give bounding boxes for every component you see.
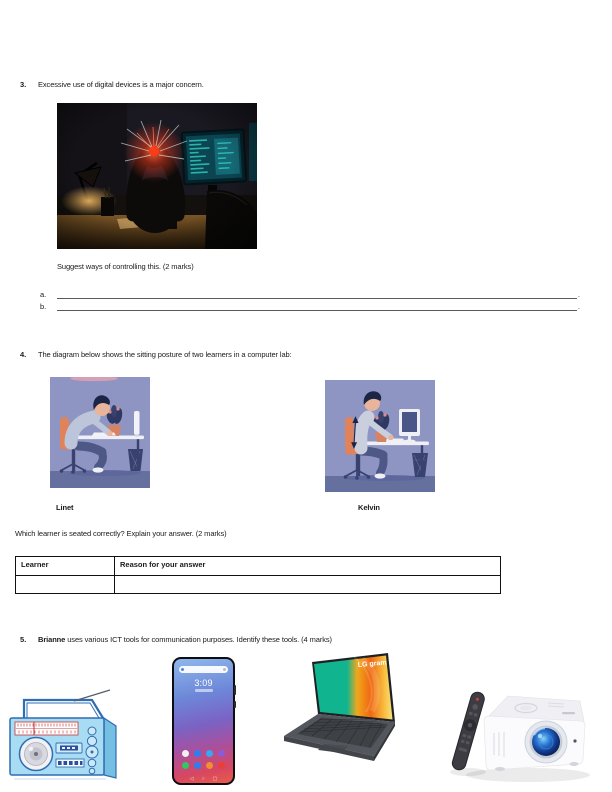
question-3-text: Excessive use of digital devices is a major concern.	[38, 80, 204, 89]
phone-screen	[174, 659, 233, 783]
answer-line-a-terminator: .	[577, 290, 580, 299]
kelvin-posture-image	[325, 380, 435, 492]
projector-image	[428, 665, 598, 790]
phone-app-icons	[174, 745, 233, 769]
phone-date-placeholder	[195, 689, 213, 692]
app-icon	[206, 762, 213, 769]
home-icon: ○	[201, 776, 205, 782]
question-5-text	[38, 635, 332, 644]
laptop-image	[276, 650, 409, 776]
stressed-person-photo	[57, 103, 257, 249]
table-header-reason: Reason for your answer	[115, 557, 501, 576]
back-icon: ◁	[189, 776, 194, 782]
volume-button	[234, 685, 236, 695]
linet-label: Linet	[56, 503, 74, 512]
table-cell-learner-input[interactable]	[16, 576, 115, 594]
question-4	[20, 350, 595, 359]
answer-line-b-terminator: .	[577, 302, 580, 311]
app-icon	[182, 750, 189, 757]
answer-line-a	[40, 290, 580, 299]
remote-control	[451, 691, 486, 772]
answer-line-a-blank[interactable]	[57, 290, 577, 299]
question-5-name: Brianne	[38, 635, 66, 644]
app-icon	[194, 762, 201, 769]
laptop-brand-text: LG gram 17	[357, 658, 397, 669]
monitor	[134, 411, 140, 437]
table-cell-reason-input[interactable]	[115, 576, 501, 594]
power-button	[234, 701, 236, 708]
radio-image	[4, 688, 128, 790]
answer-line-a-label: a.	[40, 290, 47, 299]
lens	[525, 721, 567, 763]
phone-search-bar	[179, 666, 228, 673]
laptop-keyboard-deck	[284, 714, 395, 761]
tuning-dial	[15, 722, 78, 735]
question-3-number: 3.	[20, 80, 27, 89]
app-icon	[218, 750, 225, 757]
kelvin-label: Kelvin	[358, 503, 380, 512]
stressed-person-illustration	[57, 103, 257, 249]
question-4-text: The diagram below shows the sitting posture of two learners in a computer lab:	[38, 350, 292, 359]
search-logo-dot	[181, 668, 184, 671]
app-icon	[182, 762, 189, 769]
app-icon	[206, 750, 213, 757]
phone-time: 3:09	[194, 678, 213, 688]
mic-dot	[223, 668, 226, 671]
answer-line-b-blank[interactable]	[57, 302, 577, 311]
brand-mark	[562, 712, 575, 714]
question-5	[20, 635, 595, 644]
question-4-subquestion: Which learner is seated correctly? Explain your answer. (2 marks)	[15, 529, 227, 538]
speaker	[20, 738, 53, 771]
answer-table	[15, 556, 501, 594]
app-icon	[194, 750, 201, 757]
linet-posture-image	[50, 377, 150, 488]
preset-buttons	[56, 759, 84, 767]
laptop-screen	[312, 653, 397, 722]
station-display	[56, 743, 82, 753]
question-3-prompt: Suggest ways of controlling this. (2 marks)	[57, 262, 194, 271]
question-5-number: 5.	[20, 635, 27, 644]
answer-line-b-label: b.	[40, 302, 47, 311]
answer-line-b	[40, 302, 580, 311]
question-5-text-rest: uses various ICT tools for communication purposes. Identify these tools. (4 marks)	[65, 635, 332, 644]
phone-nav-bar	[174, 776, 233, 782]
question-4-number: 4.	[20, 350, 27, 359]
app-icon	[218, 762, 225, 769]
table-header-learner: Learner	[16, 557, 115, 576]
smartphone-image	[172, 657, 235, 785]
waste-basket	[128, 449, 143, 471]
question-3	[20, 80, 595, 89]
recents-icon: ▢	[212, 776, 218, 782]
